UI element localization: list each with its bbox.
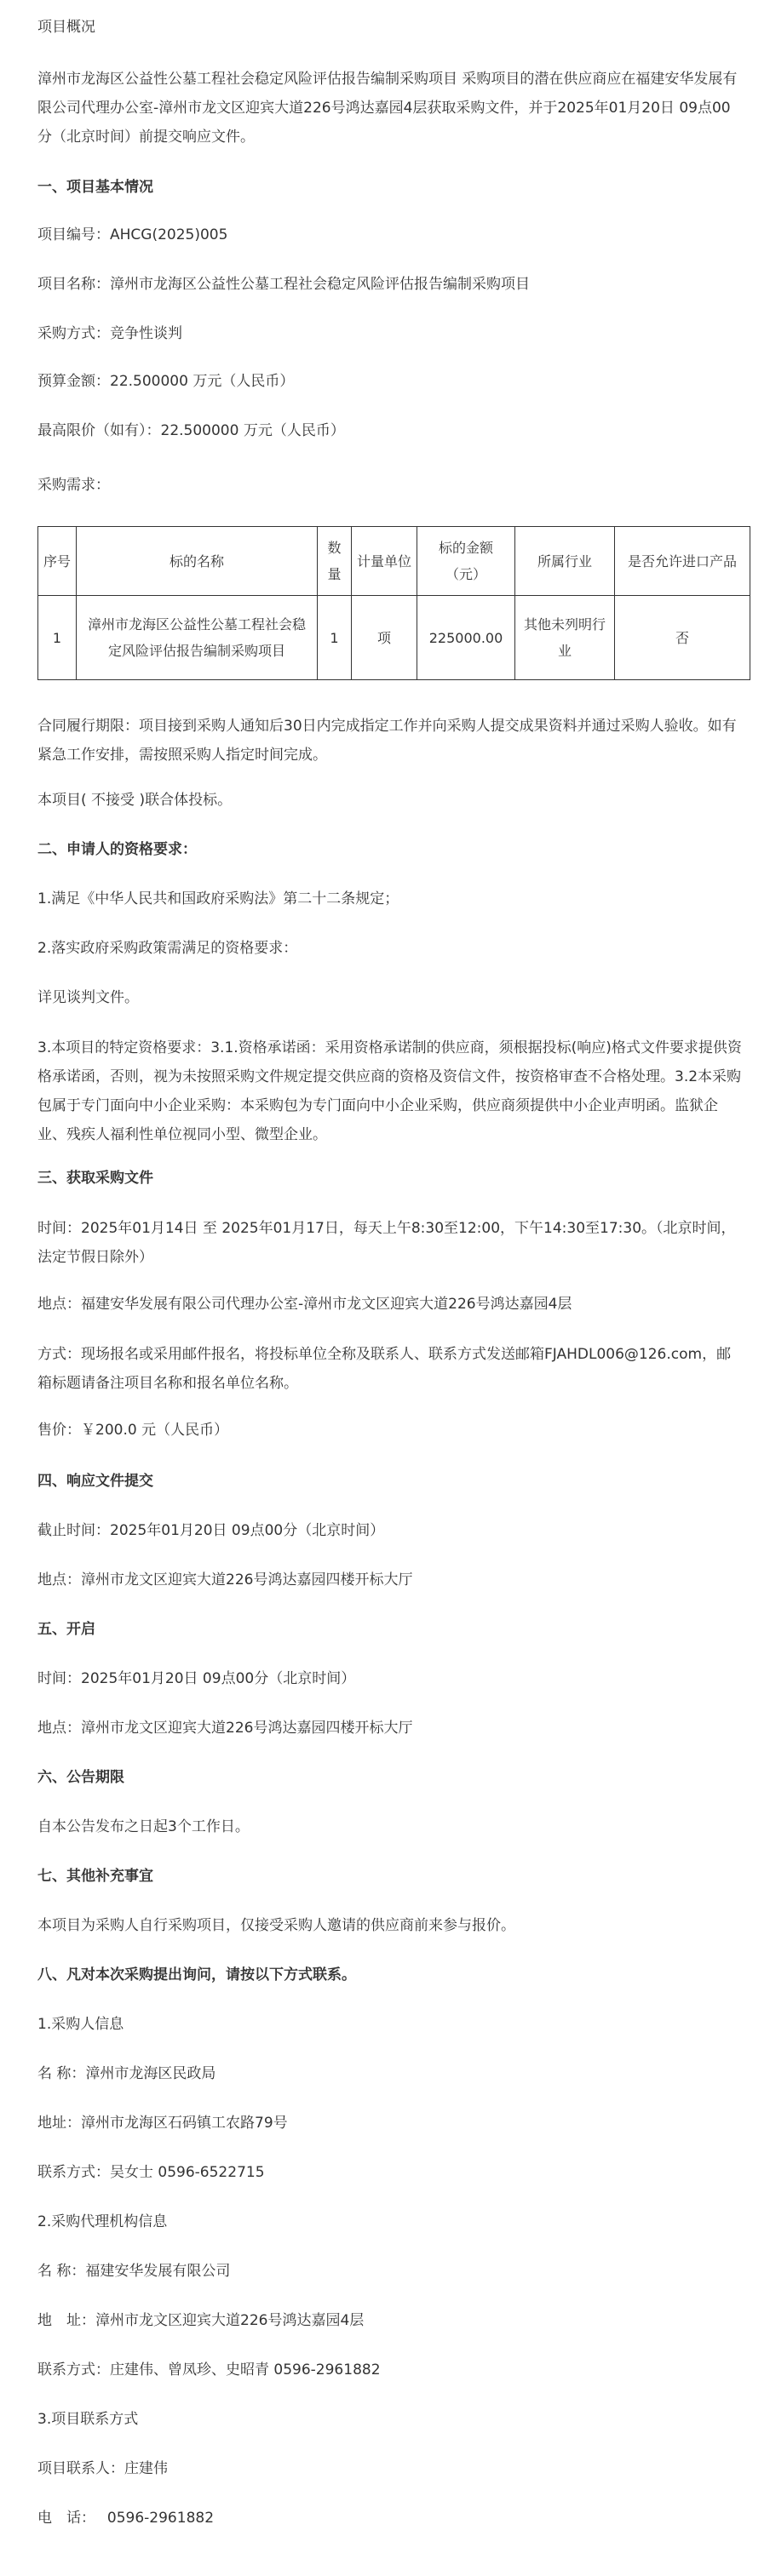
table-cell: 1 [38, 596, 77, 680]
contract-period: 合同履行期限：项目接到采购人通知后30日内完成指定工作并向采购人提交成果资料并通过采购人验收。如有紧急工作安排，需按照采购人指定时间完成。 [37, 718, 737, 764]
section1-heading: 一、项目基本情况 [37, 179, 153, 196]
opening-place: 地点：漳州市龙文区迎宾大道226号鸿达嘉园四楼开标大厅 [37, 1720, 413, 1737]
section3-heading: 三、获取采购文件 [37, 1170, 153, 1187]
obtain-place: 地点：福建安华发展有限公司代理办公室-漳州市龙文区迎宾大道226号鸿达嘉园4层 [37, 1296, 572, 1313]
table-cell: 225000.00 [417, 596, 515, 680]
agency-title: 2.采购代理机构信息 [37, 2213, 168, 2230]
header-cell: 计量单位 [352, 527, 417, 596]
purchaser-address: 地址：漳州市龙海区石码镇工农路79号 [37, 2115, 288, 2132]
section5-heading: 五、开启 [37, 1621, 95, 1638]
section7-heading: 七、其他补充事宜 [37, 1868, 153, 1885]
section2-heading: 二、申请人的资格要求： [37, 841, 197, 858]
qualification-item-1: 1.满足《中华人民共和国政府采购法》第二十二条规定； [37, 890, 399, 907]
agency-contact: 联系方式：庄建伟、曾凤珍、史昭青 0596-2961882 [37, 2361, 381, 2379]
max-price: 最高限价（如有）：22.500000 万元（人民币） [37, 422, 345, 439]
purchaser-contact: 联系方式：吴女士 0596-6522715 [37, 2164, 265, 2181]
demand-label: 采购需求： [37, 477, 110, 494]
agency-address: 地 址：漳州市龙文区迎宾大道226号鸿达嘉园4层 [37, 2312, 365, 2329]
consortium-note: 本项目( 不接受 )联合体投标。 [37, 792, 233, 809]
obtain-time: 时间：2025年01月14日 至 2025年01月17日，每天上午8:30至12:00，下午14:30至17:30。（北京时间，法定节假日除外） [37, 1220, 736, 1266]
announcement-period: 自本公告发布之日起3个工作日。 [37, 1818, 250, 1835]
project-name: 项目名称：漳州市龙海区公益性公墓工程社会稳定风险评估报告编制采购项目 [37, 276, 530, 293]
agency-name: 名 称：福建安华发展有限公司 [37, 2263, 231, 2280]
header-cell: 标的金额（元） [417, 527, 515, 596]
table-cell: 项 [352, 596, 417, 680]
obtain-method: 方式：现场报名或采用邮件报名，将投标单位全称及联系人、联系方式发送邮箱FJAHDL006@126.com，邮箱标题请备注项目名称和报名单位名称。 [37, 1346, 732, 1392]
table-cell: 否 [615, 596, 750, 680]
header-cell: 所属行业 [515, 527, 615, 596]
document-price: 售价：￥200.0 元（人民币） [37, 1422, 229, 1439]
header-cell: 标的名称 [77, 527, 318, 596]
table-row [38, 596, 750, 680]
procurement-method: 采购方式：竞争性谈判 [37, 325, 182, 342]
opening-time: 时间：2025年01月20日 09点00分（北京时间） [37, 1670, 356, 1687]
supplementary-text: 本项目为采购人自行采购项目，仅接受采购人邀请的供应商前来参与报价。 [37, 1917, 515, 1934]
table-cell: 其他未列明行业 [515, 596, 615, 680]
header-cell: 序号 [38, 527, 77, 596]
project-number: 项目编号：AHCG(2025)005 [37, 226, 228, 243]
table-cell: 漳州市龙海区公益性公墓工程社会稳定风险评估报告编制采购项目 [77, 596, 318, 680]
purchaser-name: 名 称：漳州市龙海区民政局 [37, 2065, 216, 2082]
qualification-item-3: 3.本项目的特定资格要求：3.1.资格承诺函：采用资格承诺制的供应商，须根据投标(响应)格式文件要求提供资格承诺函，否则，视为未按照采购文件规定提交供应商的资格及资信文件，按资格审查不合格处理。3.2本采购包属于专门面向中小企业采购：本采购包为专门面向中小企业采购，供应商须提供中小企业声明函。监狱企业、残疾人福利性单位视同小型、微型企业。 [37, 1039, 742, 1143]
qualification-item-2: 2.落实政府采购政策需满足的资格要求： [37, 940, 298, 957]
project-contact-title: 3.项目联系方式 [37, 2411, 139, 2428]
qualification-detail: 详见谈判文件。 [37, 989, 139, 1006]
project-contact-person: 项目联系人：庄建伟 [37, 2460, 168, 2477]
header-cell: 是否允许进口产品 [615, 527, 750, 596]
table-header-row [38, 527, 750, 596]
overview-title: 项目概况 [37, 19, 95, 36]
table-cell: 1 [318, 596, 352, 680]
section4-heading: 四、响应文件提交 [37, 1473, 153, 1490]
project-contact-phone: 电 话： 0596-2961882 [37, 2510, 215, 2527]
section6-heading: 六、公告期限 [37, 1769, 124, 1786]
submission-place: 地点：漳州市龙文区迎宾大道226号鸿达嘉园四楼开标大厅 [37, 1571, 413, 1589]
requirements-table [37, 526, 750, 680]
overview-paragraph: 漳州市龙海区公益性公墓工程社会稳定风险评估报告编制采购项目 采购项目的潜在供应商应在福建安华发展有限公司代理办公室-漳州市龙文区迎宾大道226号鸿达嘉园4层获取采购文件，并于2025年01月20日 09点00分（北京时间）前提交响应文件。 [37, 71, 738, 146]
budget-amount: 预算金额：22.500000 万元（人民币） [37, 373, 295, 390]
submission-deadline: 截止时间：2025年01月20日 09点00分（北京时间） [37, 1522, 385, 1539]
purchaser-title: 1.采购人信息 [37, 2016, 124, 2033]
header-cell: 数量 [318, 527, 352, 596]
section8-heading: 八、凡对本次采购提出询问，请按以下方式联系。 [37, 1966, 356, 1984]
